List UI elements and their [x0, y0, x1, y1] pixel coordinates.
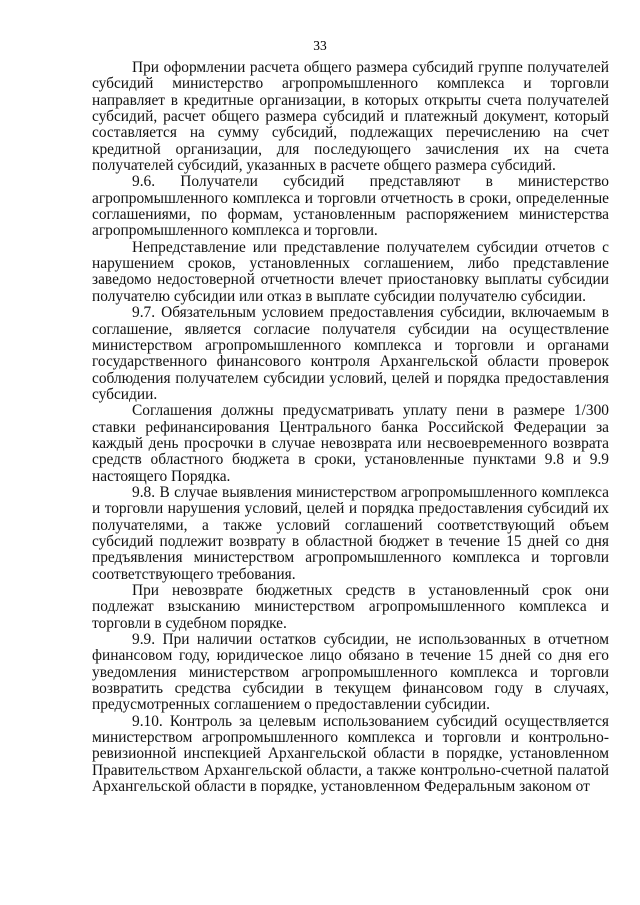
paragraph-9-7: 9.7. Обязательным условием предоставления субсидии, включаемым в соглашение, является согласие получателя субсидии на осуществление министерством агропромышленного комплекса и торговли и органами государственного финансового контроля Архангельской области проверок соблюдения получателем субсидии условий, целей и порядка предоставления субсидии. — [92, 304, 609, 403]
paragraph-9-9: 9.9. При наличии остатков субсидии, не использованных в отчетном финансовом году, юридическое лицо обязано в течение 15 дней со дня его уведомления министерством агропромышленного комплекса и торговли возвратить средства субсидии в текущем финансовом году в случаях, предусмотренных соглашением о предоставлении субсидии. — [92, 631, 609, 714]
page-number: 33 — [313, 38, 327, 53]
paragraph-penalty: Соглашения должны предусматривать уплату пени в размере 1/300 ставки рефинансирования Центрального банка Российской Федерации за каждый день просрочки в случае невозврата или несвоевременного возврата средств областного бюджета в сроки, установленные пунктами 9.8 и 9.9 настоящего Порядка. — [92, 402, 609, 485]
paragraph-reporting-violation: Непредставление или представление получателем субсидии отчетов с нарушением сроков, установленных соглашением, либо представление заведомо недостоверной отчетности влечет приостановку выплаты субсидии получателю субсидии или отказ в выплате субсидии получателю субсидии. — [92, 238, 609, 305]
document-body — [92, 60, 609, 795]
paragraph-subsidy-calculation: При оформлении расчета общего размера субсидий группе получателей субсидий министерство агропромышленного комплекса и торговли направляет в кредитные организации, в которых открыты счета получателей субсидий, расчет общего размера субсидий и платежный документ, который составляется на сумму субсидий, подлежащих перечислению на счет кредитной организации, для последующего зачисления их на счета получателей субсидий, указанных в расчете общего размера субсидий. — [92, 59, 609, 175]
paragraph-9-6: 9.6. Получатели субсидий представляют в министерство агропромышленного комплекса и торговли отчетность в сроки, определенные соглашениями, по формам, установленным распоряжением министерства агропромышленного комплекса и торговли. — [92, 173, 609, 240]
paragraph-recovery: При невозврате бюджетных средств в установленный срок они подлежат взысканию министерством агропромышленного комплекса и торговли в судебном порядке. — [92, 582, 609, 632]
paragraph-9-10: 9.10. Контроль за целевым использованием субсидий осуществляется министерством агропромышленного комплекса и торговли и контрольно-ревизионной инспекцией Архангельской области в порядке, установленном Правительством Архангельской области, а также контрольно-счетной палатой Архангельской области в порядке, установленном Федеральным законом от — [92, 712, 609, 796]
paragraph-9-8: 9.8. В случае выявления министерством агропромышленного комплекса и торговли нарушения условий, целей и порядка предоставления субсидий их получателями, а также условий соглашений соответствующий объем субсидий подлежит возврату в областной бюджет в течение 15 дней со дня предъявления министерством агропромышленного комплекса и торговли соответствующего требования. — [92, 483, 609, 583]
